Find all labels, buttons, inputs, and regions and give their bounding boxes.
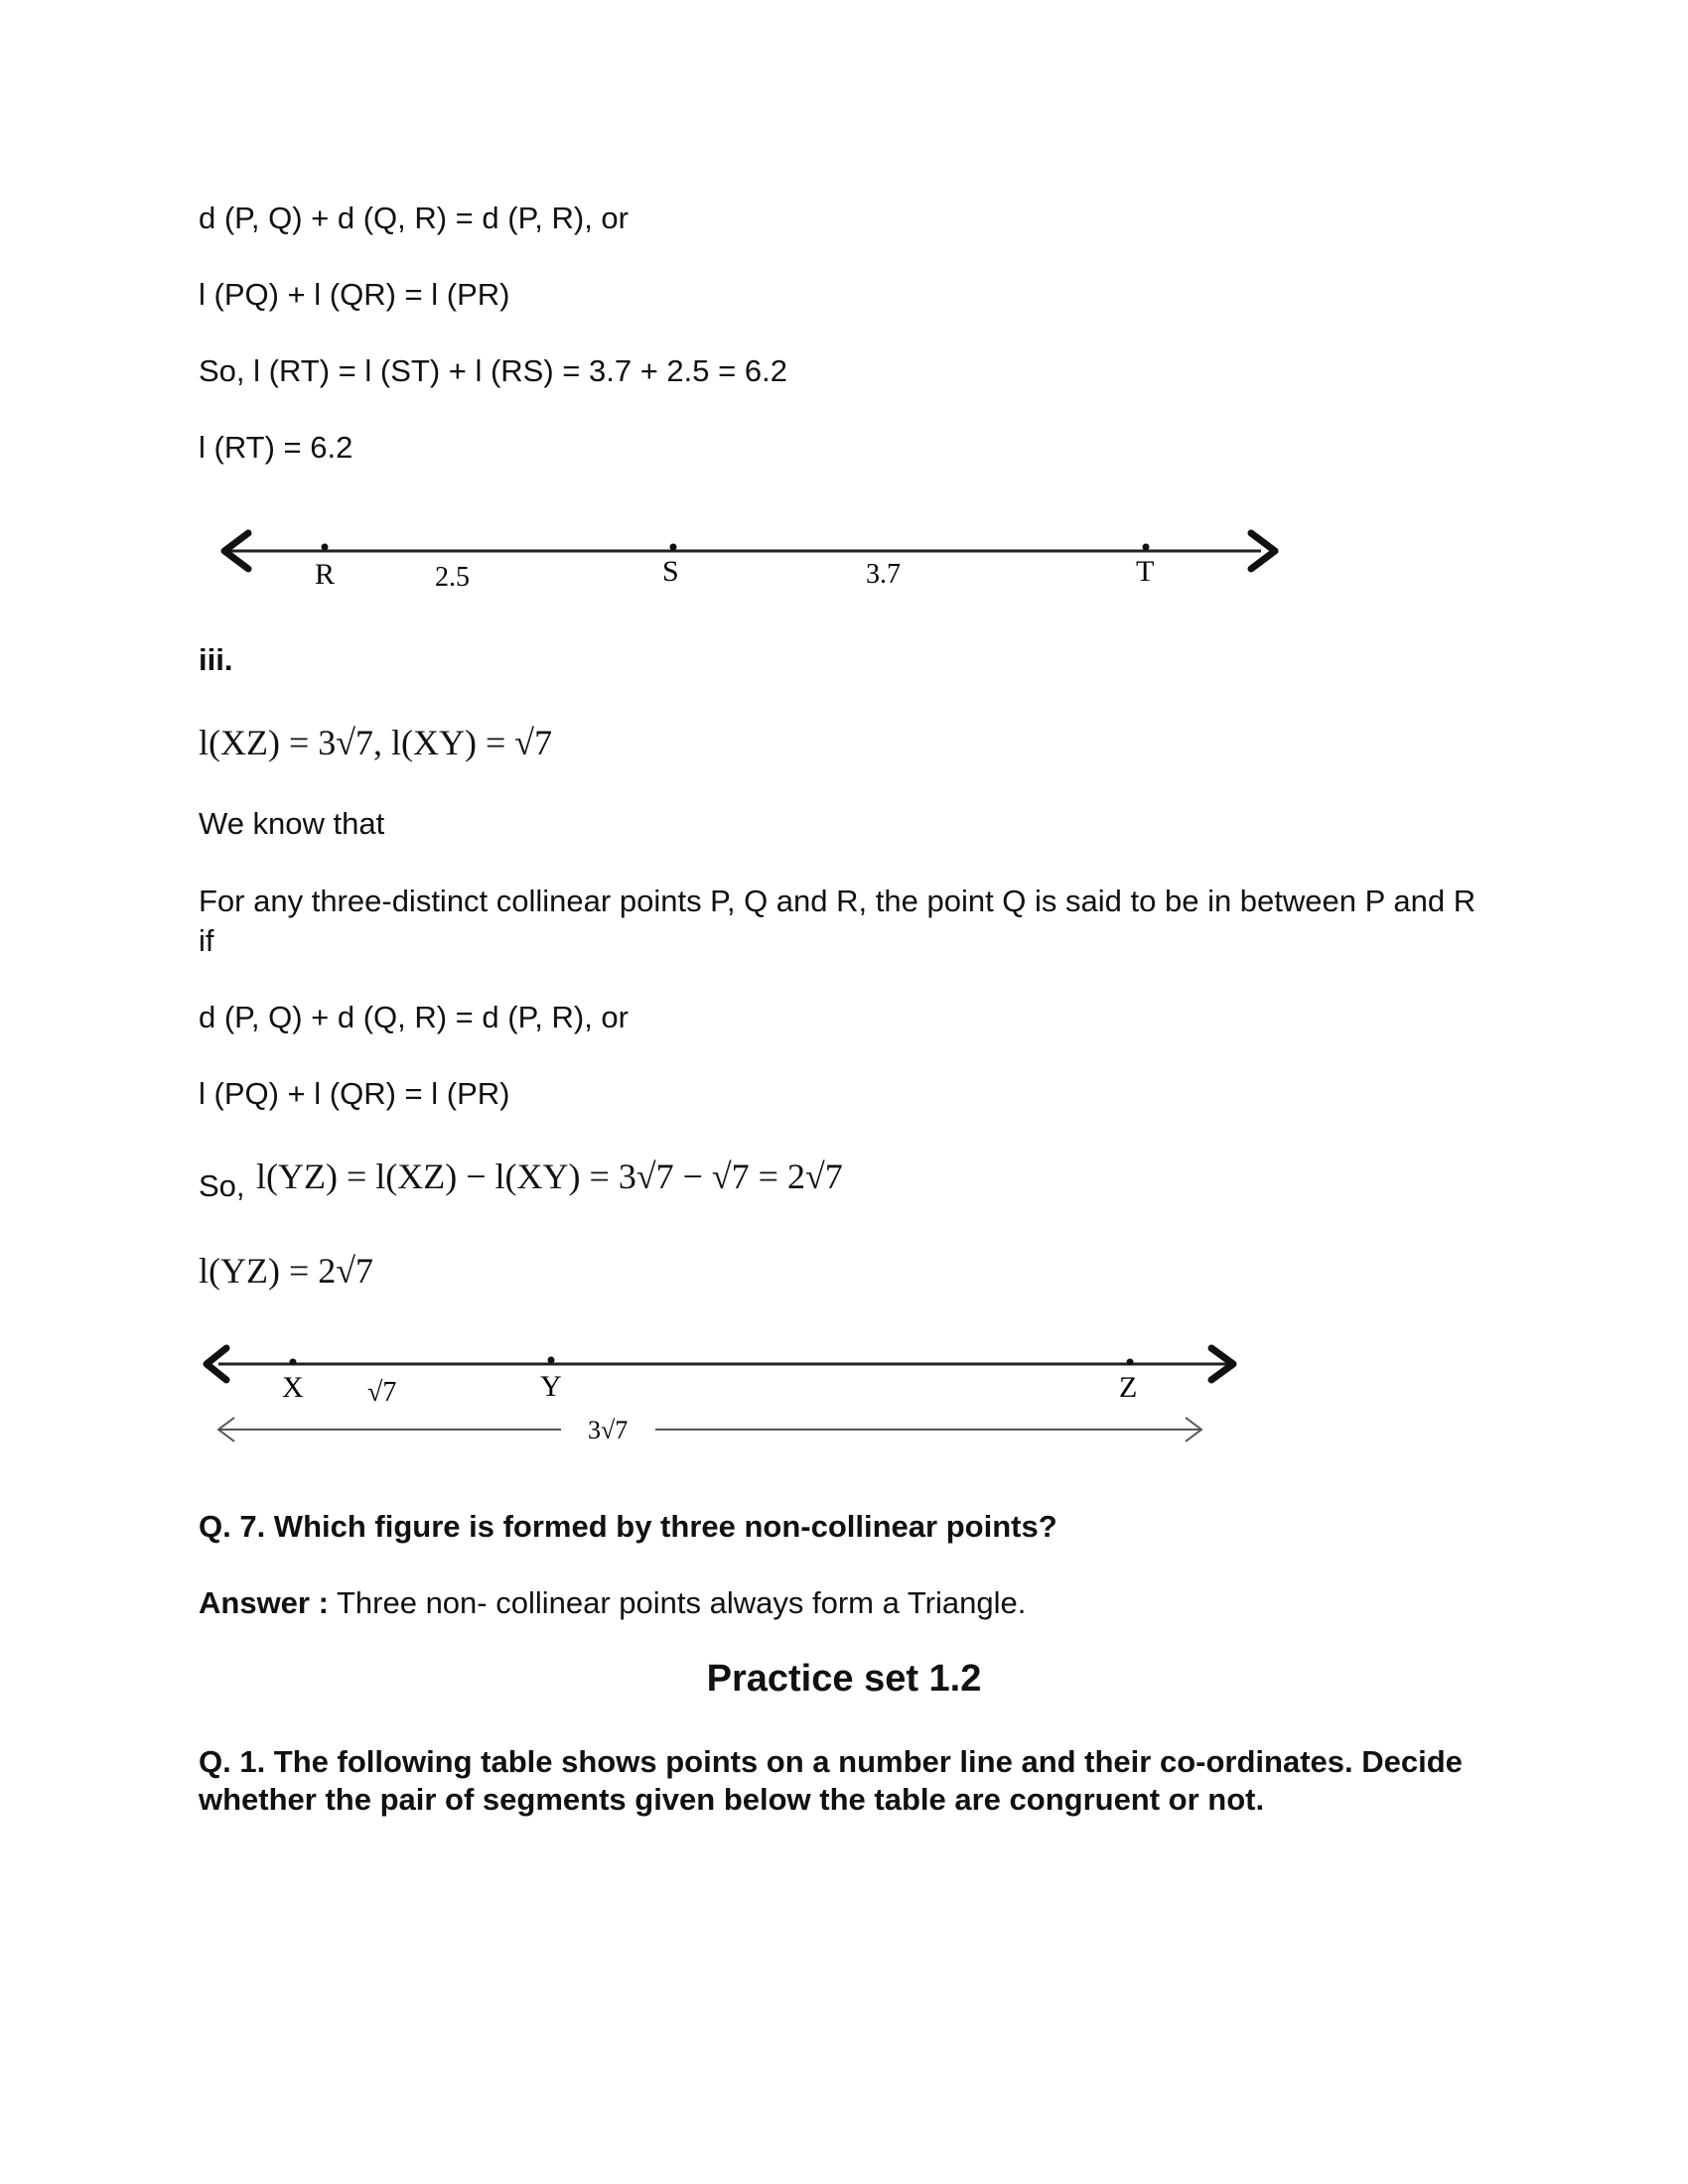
number-line-figure-xyz bbox=[199, 1330, 1261, 1464]
segment-label-st: 3.7 bbox=[866, 559, 901, 590]
text-line: l (PQ) + l (QR) = l (PR) bbox=[199, 1076, 510, 1111]
question-q7: Q. 7. Which figure is formed by three non-collinear points? bbox=[199, 1509, 1057, 1544]
point-s-dot bbox=[670, 544, 677, 551]
question-practice-q1: Q. 1. The following table shows points on a number line and their co-ordinates. Decide whether the pair of segments given below the table are congruent or not. bbox=[199, 1744, 1463, 1817]
point-r-dot bbox=[322, 544, 329, 551]
math-yz-result: l(YZ) = 2√7 bbox=[199, 1251, 374, 1291]
text-line: We know that bbox=[199, 806, 385, 841]
point-y-dot bbox=[548, 1357, 555, 1364]
text-paragraph: For any three-distinct collinear points P, Q and R, the point Q is said to be in between P and R if bbox=[199, 884, 1477, 958]
text-line: d (P, Q) + d (Q, R) = d (P, R), or bbox=[199, 201, 629, 235]
point-z-dot bbox=[1127, 1359, 1134, 1366]
point-label-t: T bbox=[1136, 555, 1155, 588]
segment-label-rs: 2.5 bbox=[435, 562, 470, 593]
math-yz-calc: l(YZ) = l(XZ) − l(XY) = 3√7 − √7 = 2√7 bbox=[256, 1157, 843, 1196]
point-label-x: X bbox=[282, 1371, 304, 1404]
dimension-label-xz: 3√7 bbox=[588, 1416, 629, 1444]
text-line: l (RT) = 6.2 bbox=[199, 430, 353, 465]
number-line-figure-rst bbox=[199, 511, 1311, 601]
answer-q7 bbox=[199, 1583, 1026, 1623]
part-label: iii. bbox=[199, 642, 233, 677]
text-line: So, l (RT) = l (ST) + l (RS) = 3.7 + 2.5 = 6.2 bbox=[199, 353, 787, 388]
text-line: So, bbox=[199, 1168, 245, 1203]
answer-text: Three non- collinear points always form a Triangle. bbox=[328, 1585, 1027, 1620]
math-given: l(XZ) = 3√7, l(XY) = √7 bbox=[199, 723, 553, 762]
text-line: l (PQ) + l (QR) = l (PR) bbox=[199, 277, 510, 312]
point-t-dot bbox=[1143, 544, 1150, 551]
answer-label: Answer : bbox=[199, 1585, 329, 1620]
point-label-r: R bbox=[315, 558, 336, 591]
point-label-z: Z bbox=[1119, 1371, 1138, 1404]
point-x-dot bbox=[290, 1359, 297, 1366]
point-label-y: Y bbox=[540, 1370, 562, 1403]
section-heading: Practice set 1.2 bbox=[706, 1658, 982, 1700]
text-line: d (P, Q) + d (Q, R) = d (P, R), or bbox=[199, 1000, 629, 1034]
segment-label-xy: √7 bbox=[367, 1377, 397, 1408]
point-label-s: S bbox=[662, 555, 679, 588]
